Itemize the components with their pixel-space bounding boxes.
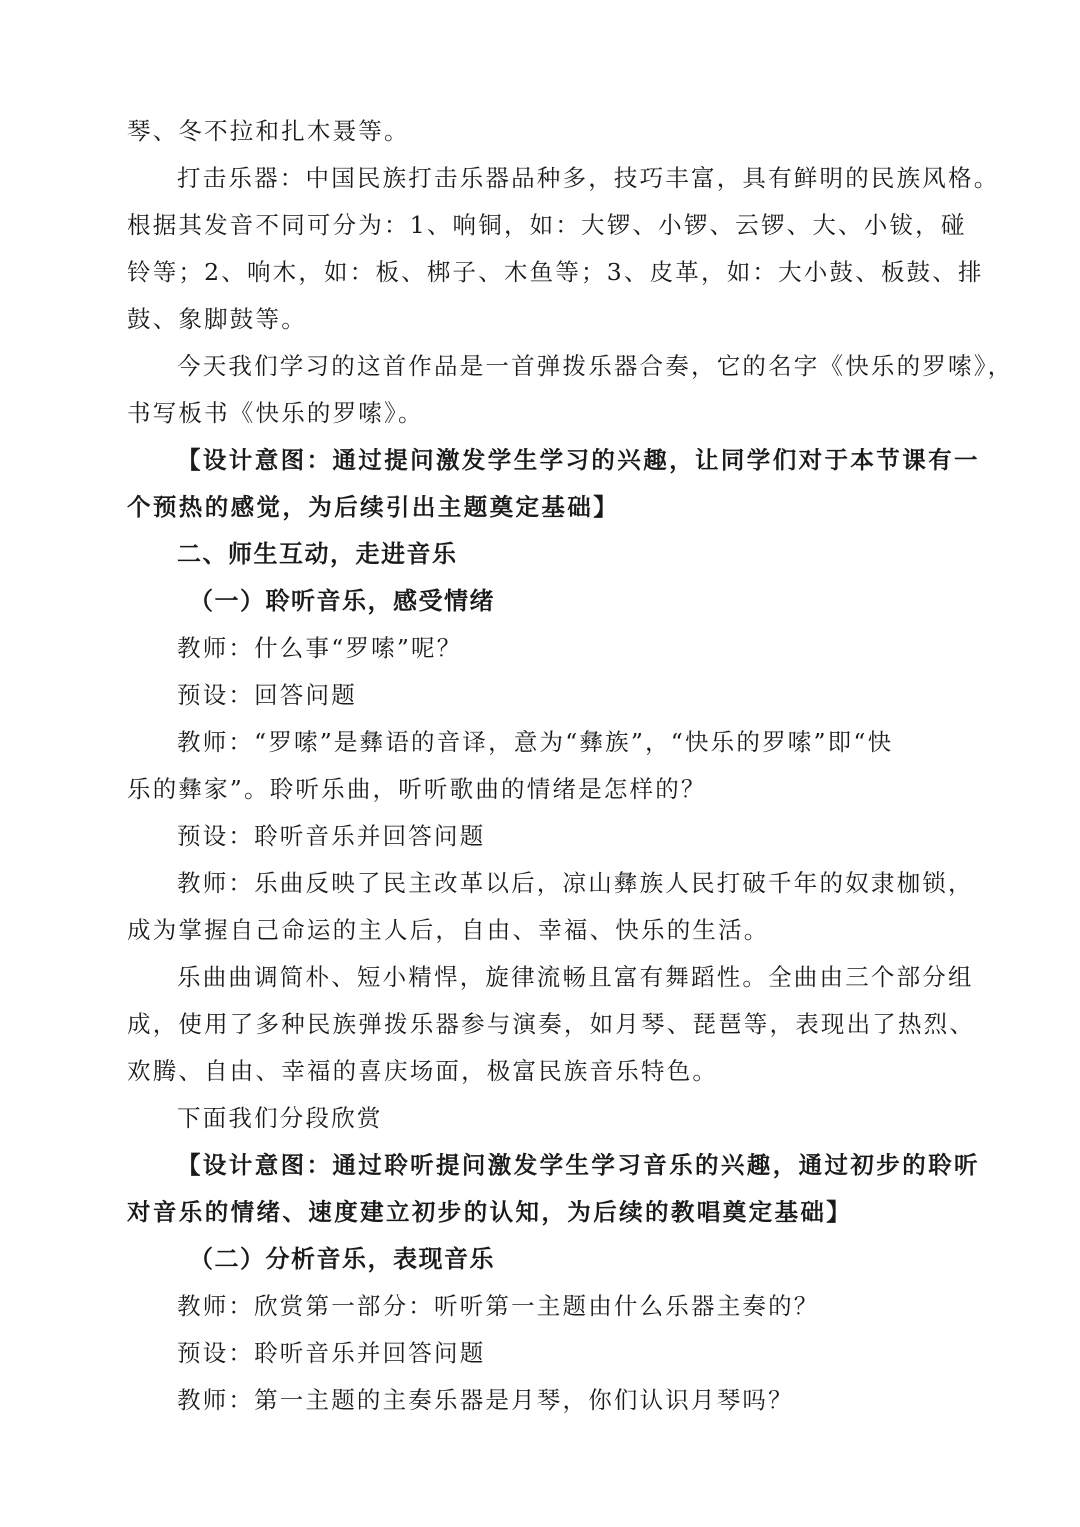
text-line: 欢腾、自由、幸福的喜庆场面，极富民族音乐特色。 xyxy=(127,1057,719,1085)
text-line: 打击乐器：中国民族打击乐器品种多，技巧丰富，具有鲜明的民族风格。 xyxy=(177,164,1000,192)
design-intent-note: 【设计意图：通过聆听提问激发学生学习音乐的兴趣，通过初步的聆听 xyxy=(177,1151,980,1179)
text-line: 成，使用了多种民族弹拨乐器参与演奏，如月琴、琵琶等，表现出了热烈、 xyxy=(127,1010,976,1038)
text-line: 预设：聆听音乐并回答问题 xyxy=(177,822,486,850)
text-line: 预设：聆听音乐并回答问题 xyxy=(177,1339,486,1367)
text-line: 铃等；2、响木，如：板、梆子、木鱼等；3、皮革，如：大小鼓、板鼓、排 xyxy=(127,258,984,286)
text-line: 教师：欣赏第一部分：听听第一主题由什么乐器主奏的？ xyxy=(177,1292,820,1320)
text-line: 教师：乐曲反映了民主改革以后，凉山彝族人民打破千年的奴隶枷锁， xyxy=(177,869,974,897)
text-line: 鼓、象脚鼓等。 xyxy=(127,305,307,333)
design-intent-note: 【设计意图：通过提问激发学生学习的兴趣，让同学们对于本节课有一 xyxy=(177,446,980,474)
text-line: 今天我们学习的这首作品是一首弹拨乐器合奏，它的名字《快乐的罗嗦》， xyxy=(177,352,1014,380)
text-line: 乐曲曲调简朴、短小精悍，旋律流畅且富有舞蹈性。全曲由三个部分组 xyxy=(177,963,974,991)
text-line: 书写板书《快乐的罗嗦》。 xyxy=(127,399,424,427)
text-line: 下面我们分段欣赏 xyxy=(177,1104,383,1132)
subsection-heading: （一）聆听音乐，感受情绪 xyxy=(189,587,495,615)
section-heading: 二、师生互动，走进音乐 xyxy=(177,540,458,568)
text-line: 教师：“罗嗦”是彝语的音译，意为“彝族”，“快乐的罗嗦”即“快 xyxy=(177,728,894,756)
text-line: 乐的彝家”。聆听乐曲，听听歌曲的情绪是怎样的？ xyxy=(127,775,707,803)
text-line: 根据其发音不同可分为：1、响铜，如：大锣、小锣、云锣、大、小钹，碰 xyxy=(127,211,967,239)
text-line: 成为掌握自己命运的主人后，自由、幸福、快乐的生活。 xyxy=(127,916,770,944)
text-line: 教师：什么事“罗嗦”呢？ xyxy=(177,634,463,662)
design-intent-note: 对音乐的情绪、速度建立初步的认知，为后续的教唱奠定基础】 xyxy=(127,1198,853,1226)
design-intent-note: 个预热的感觉，为后续引出主题奠定基础】 xyxy=(127,493,620,521)
text-line: 琴、冬不拉和扎木聂等。 xyxy=(127,117,410,145)
text-line: 教师：第一主题的主奏乐器是月琴，你们认识月琴吗？ xyxy=(177,1386,794,1414)
text-line: 预设：回答问题 xyxy=(177,681,357,709)
document-page xyxy=(127,108,1014,1424)
subsection-heading: （二）分析音乐，表现音乐 xyxy=(189,1245,495,1273)
